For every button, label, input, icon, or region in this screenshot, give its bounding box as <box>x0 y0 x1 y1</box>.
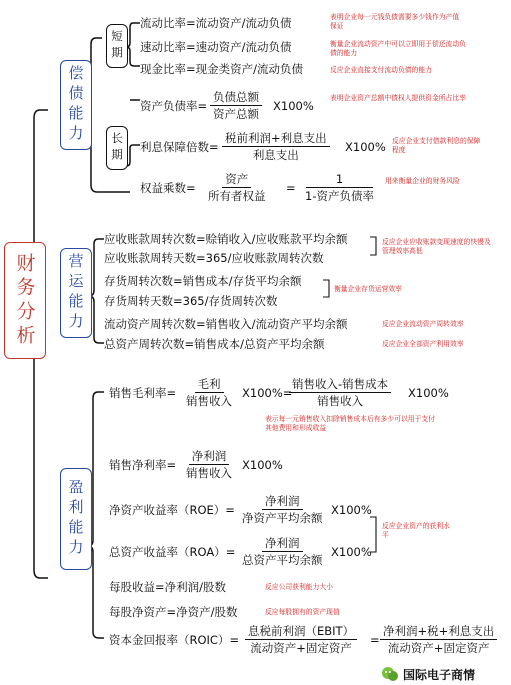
roic-numerator-2: 净利润+税+利息支出 <box>380 624 497 640</box>
cash-ratio-formula: 现金比率=现金类资产/流动负债 <box>140 62 304 76</box>
quick-ratio-formula: 速动比率=速动资产/流动负债 <box>140 40 292 54</box>
gross-margin-fraction-2 <box>289 377 391 408</box>
debt-ratio-denominator: 资产总额 <box>213 107 259 121</box>
equity-multiplier-note: 用来衡量企业的财务风险 <box>385 177 460 185</box>
roa-label: 总资产收益率（ROA）= <box>109 545 236 559</box>
net-margin-percent: X100% <box>242 458 283 472</box>
debt-ratio-note: 表明企业资产总额中债权人提供资金所占比率 <box>330 94 466 102</box>
roa-denominator: 总资产平均余额 <box>242 553 323 567</box>
equity-multiplier-numerator-1: 资产 <box>222 172 251 188</box>
wechat-logo-icon <box>381 665 399 683</box>
roic-equals: = <box>370 633 380 647</box>
gross-margin-denominator-2: 销售收入 <box>317 394 364 408</box>
gross-margin-denominator-1: 销售收入 <box>186 394 232 408</box>
roe-numerator: 净利润 <box>262 494 303 510</box>
roa-numerator: 净利润 <box>262 536 303 552</box>
current-ratio-formula: 流动比率=流动资产/流动负债 <box>140 16 292 30</box>
total-asset-turnover-formula: 总资产周转次数=销售成本/总资产平均余额 <box>104 337 325 351</box>
roa-fraction <box>239 536 326 567</box>
equity-multiplier-numerator-2: 1 <box>306 172 373 188</box>
equity-multiplier-label: 权益乘数= <box>140 181 196 195</box>
roe-percent: X100% <box>331 503 372 517</box>
cash-ratio-note: 反应企业直接支付流动负债的能力 <box>330 66 432 74</box>
quick-ratio-note: 衡量企业流动资产中可以立即用于偿还流动负债的能力 <box>330 40 466 57</box>
sub-short-term <box>106 24 128 68</box>
current-ratio-note: 表明企业每一元钱负债需要多少钱作为产值保证 <box>330 13 460 30</box>
ar-turnover-formula: 应收账款周转次数=赊销收入/应收账款平均余额 <box>104 232 348 246</box>
equity-multiplier-fraction-2 <box>302 172 377 203</box>
gross-margin-label: 销售毛利率= <box>109 386 177 400</box>
current-asset-turnover-formula: 流动资产周转次数=销售收入/流动资产平均余额 <box>104 317 348 331</box>
equity-multiplier-fraction-1 <box>205 172 269 203</box>
gross-margin-note: 表示每一元销售收入扣除销售成本后有多少可以用于支付其他费用和形成收益 <box>265 415 435 432</box>
net-margin-label: 销售净利率= <box>109 458 177 472</box>
inventory-days-formula: 存货周转天数=365/存货周转次数 <box>104 294 278 308</box>
ar-days-formula: 应收账款周转天数=365/应收账款周转次数 <box>104 251 324 265</box>
category-operating <box>60 248 92 338</box>
debt-ratio-numerator: 负债总额 <box>210 90 262 106</box>
sub-short-label: 短期 <box>110 29 124 63</box>
roic-fraction-2 <box>380 624 497 655</box>
net-margin-denominator: 销售收入 <box>186 466 232 480</box>
interest-coverage-denominator: 利息支出 <box>252 148 299 162</box>
bvps-formula: 每股净资产=净资产/股数 <box>109 605 238 619</box>
equity-multiplier-equals: = <box>286 181 296 195</box>
interest-coverage-percent: X100% <box>345 140 386 154</box>
roic-fraction-1 <box>245 624 357 655</box>
gross-margin-numerator-2: 销售收入-销售成本 <box>289 377 391 393</box>
category-profitability-label: 盈利能力 <box>66 479 85 559</box>
category-profitability <box>60 468 92 570</box>
roic-label: 资本金回报率（ROIC）= <box>109 633 240 647</box>
watermark <box>378 664 478 684</box>
bvps-note: 反应每股拥有的资产现值 <box>265 608 340 616</box>
roic-denominator-1: 流动资产+固定资产 <box>250 641 352 655</box>
gross-margin-fraction-1 <box>183 377 235 408</box>
net-margin-fraction <box>183 449 235 480</box>
equity-multiplier-denominator-1: 所有者权益 <box>208 189 266 203</box>
interest-coverage-numerator: 税前利润+利息支出 <box>222 131 330 147</box>
eps-formula: 每股收益=净利润/股数 <box>109 580 227 594</box>
ar-note: 反应企业应收账款变现速度的快慢及管理效率高低 <box>382 238 491 255</box>
current-asset-turnover-note: 反应企业流动资产周转效率 <box>382 320 464 328</box>
interest-coverage-label: 利息保障倍数= <box>140 140 219 154</box>
inventory-note: 衡量企业存货运营效率 <box>334 285 402 293</box>
roa-percent: X100% <box>331 545 372 559</box>
roe-denominator: 净资产平均余额 <box>242 511 323 525</box>
roe-roa-note: 反应企业资产的获利水平 <box>382 522 450 539</box>
roic-denominator-2: 流动资产+固定资产 <box>387 641 490 655</box>
category-operating-label: 营运能力 <box>66 253 85 333</box>
category-solvency-label: 偿债能力 <box>66 65 85 145</box>
root-label: 财务分析 <box>13 252 36 349</box>
net-margin-numerator: 净利润 <box>189 449 230 465</box>
sub-long-label: 长期 <box>110 131 124 165</box>
sub-long-term <box>106 126 128 170</box>
debt-ratio-label: 资产负债率= <box>140 99 208 113</box>
gross-margin-percent-2: X100% <box>408 386 449 400</box>
gross-margin-percent-1: X100%= <box>242 386 293 400</box>
gross-margin-numerator-1: 毛利 <box>195 377 224 393</box>
root-node <box>4 242 46 359</box>
category-solvency <box>60 60 92 150</box>
debt-ratio-fraction <box>210 90 262 121</box>
eps-note: 反应公司获利能力大小 <box>265 583 333 591</box>
inventory-turnover-formula: 存货周转次数=销售成本/存货平均余额 <box>104 274 302 288</box>
watermark-text: 国际电子商情 <box>403 667 476 682</box>
interest-coverage-note: 反应企业支付借款利息的保障程度 <box>392 137 481 154</box>
interest-coverage-fraction <box>222 131 330 162</box>
roic-numerator-1: 息税前利润（EBIT） <box>245 624 357 640</box>
equity-multiplier-denominator-2: 1-资产负债率 <box>305 189 374 203</box>
debt-ratio-percent: X100% <box>273 99 314 113</box>
roe-label: 净资产收益率（ROE）= <box>109 503 235 517</box>
roe-fraction <box>239 494 326 525</box>
total-asset-turnover-note: 反应企业全部资产利用效率 <box>382 340 464 348</box>
